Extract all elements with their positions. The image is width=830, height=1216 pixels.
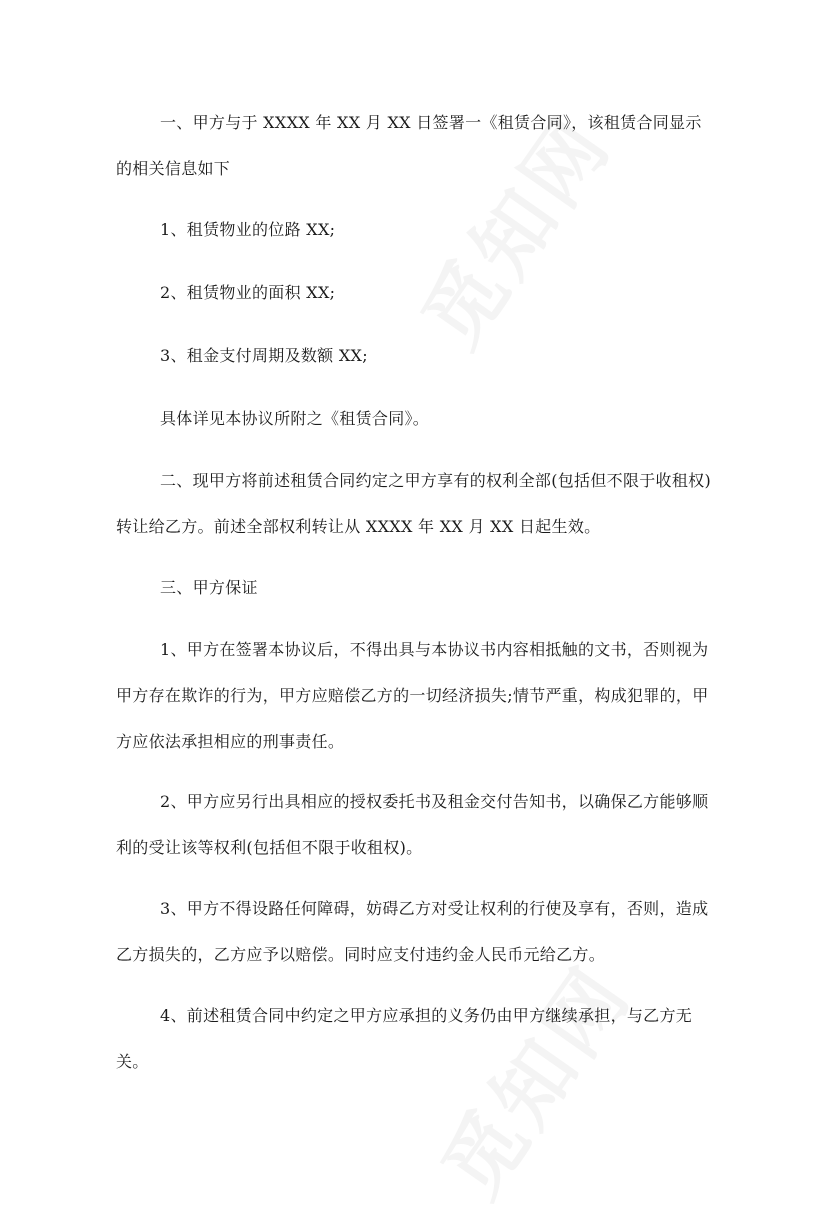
paragraph-guarantee-1: 1、甲方在签署本协议后，不得出具与本协议书内容相抵触的文书，否则视为甲方存在欺诈的行为，甲方应赔偿乙方的一切经济损失;情节严重，构成犯罪的，甲方应依法承担相应的刑事责任。 — [116, 640, 709, 751]
paragraph-item-location: 1、租赁物业的位路 XX; — [160, 220, 336, 239]
paragraph-guarantee-3: 3、甲方不得设路任何障碍，妨碍乙方对受让权利的行使及享有，否则，造成乙方损失的，乙方应予以赔偿。同时应支付违约金人民币元给乙方。 — [116, 899, 709, 964]
paragraph-clause-2: 二、现甲方将前述租赁合同约定之甲方享有的权利全部(包括但不限于收租权)转让给乙方。前述全部权利转让从 XXXX 年 XX 月 XX 日起生效。 — [116, 471, 711, 536]
paragraph-clause-3-heading: 三、甲方保证 — [160, 578, 258, 597]
paragraph-clause-1-intro: 一、甲方与于 XXXX 年 XX 月 XX 日签署一《租赁合同》，该租赁合同显示的相关信息如下 — [116, 113, 702, 178]
paragraph-item-rent: 3、租金支付周期及数额 XX; — [160, 346, 368, 365]
paragraph-guarantee-2: 2、甲方应另行出具相应的授权委托书及租金交付告知书，以确保乙方能够顺利的受让该等权利(包括但不限于收租权)。 — [116, 792, 709, 857]
paragraph-item-area: 2、租赁物业的面积 XX; — [160, 283, 336, 302]
paragraph-guarantee-4: 4、前述租赁合同中约定之甲方应承担的义务仍由甲方继续承担，与乙方无关。 — [116, 1006, 693, 1071]
paragraph-details-reference: 具体详见本协议所附之《租赁合同》。 — [160, 409, 430, 428]
